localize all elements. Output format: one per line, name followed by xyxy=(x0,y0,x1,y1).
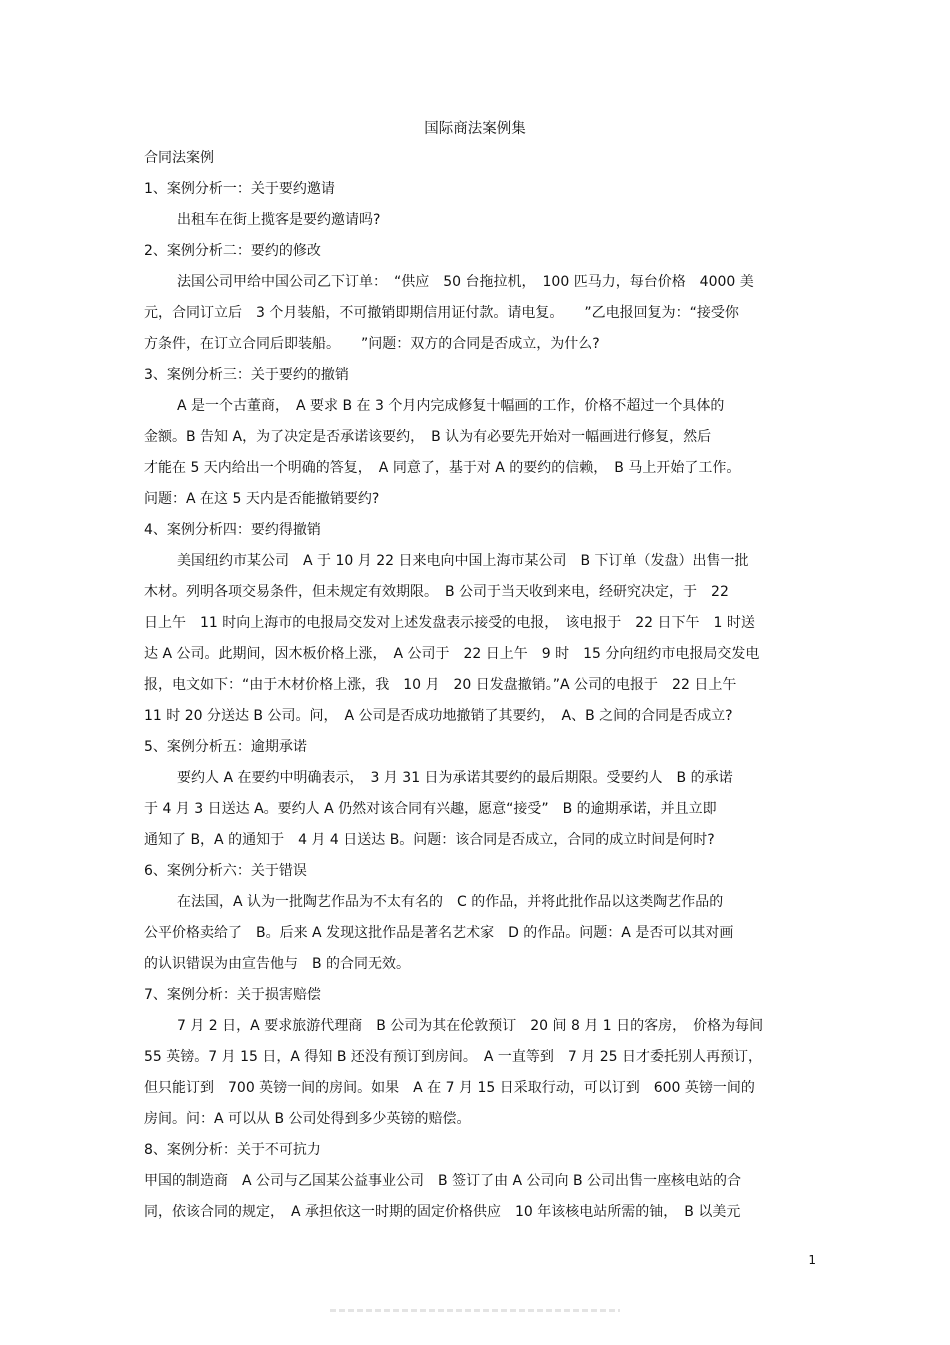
case-4-line: 日上午 11 时向上海市的电报局交发对上述发盘表示接受的电报， 该电报于 22 日下午 1 时送 xyxy=(144,615,755,631)
case-4-line: 报，电文如下：“由于木材价格上涨，我 10 月 20 日发盘撤销。”A 公司的电报于 22 日上午 xyxy=(144,677,737,693)
case-4-heading: 4、案例分析四：要约得撤销 xyxy=(144,522,321,538)
case-4-line: 达 A 公司。此期间，因木板价格上涨， A 公司于 22 日上午 9 时 15 分向纽约市电报局交发电 xyxy=(144,646,760,662)
case-5-heading: 5、案例分析五：逾期承诺 xyxy=(144,739,307,755)
case-2-line: 元，合同订立后 3 个月装船，不可撤销即期信用证付款。请电复。 ”乙电报回复为：“接受你 xyxy=(144,305,739,321)
case-8-heading: 8、案例分析：关于不可抗力 xyxy=(144,1142,321,1158)
case-6-heading: 6、案例分析六：关于错误 xyxy=(144,863,307,879)
case-3-heading: 3、案例分析三：关于要约的撤销 xyxy=(144,367,349,383)
case-4-line: 美国纽约市某公司 A 于 10 月 22 日来电向中国上海市某公司 B 下订单（发盘）出售一批 xyxy=(177,553,749,569)
case-4-line: 木材。列明各项交易条件，但未规定有效期限。 B 公司于当天收到来电，经研究决定，于 22 xyxy=(144,584,729,600)
document-title: 国际商法案例集 xyxy=(424,121,526,137)
case-3-line: 金额。B 告知 A，为了决定是否承诺该要约， B 认为有必要先开始对一幅画进行修复，然后 xyxy=(144,429,712,445)
case-7-line: 55 英镑。7 月 15 日，A 得知 B 还没有预订到房间。 A 一直等到 7 月 25 日才委托别人再预订， xyxy=(144,1049,762,1065)
case-6-line: 的认识错误为由宣告他与 B 的合同无效。 xyxy=(144,956,411,972)
page-number: 1 xyxy=(808,1253,816,1267)
case-2-line: 方条件，在订立合同后即装船。 ”问题：双方的合同是否成立，为什么? xyxy=(144,336,600,352)
case-7-line: 7 月 2 日，A 要求旅游代理商 B 公司为其在伦敦预订 20 间 8 月 1 日的客房， 价格为每间 xyxy=(177,1018,764,1034)
case-6-line: 在法国，A 认为一批陶艺作品为不太有名的 C 的作品，并将此批作品以这类陶艺作品的 xyxy=(177,894,724,910)
case-7-line: 但只能订到 700 英镑一间的房间。如果 A 在 7 月 15 日采取行动，可以订到 600 英镑一间的 xyxy=(144,1080,755,1096)
case-5-line: 通知了 B，A 的通知于 4 月 4 日送达 B。问题：该合同是否成立，合同的成立时间是何时? xyxy=(144,832,715,848)
case-2-heading: 2、案例分析二：要约的修改 xyxy=(144,243,321,259)
case-3-line: A 是一个古董商， A 要求 B 在 3 个月内完成修复十幅画的工作，价格不超过一个具体的 xyxy=(177,398,725,414)
footer-watermark-strip xyxy=(330,1309,620,1312)
case-5-line: 要约人 A 在要约中明确表示， 3 月 31 日为承诺其要约的最后期限。受要约人 B 的承诺 xyxy=(177,770,733,786)
case-8-line: 甲国的制造商 A 公司与乙国某公益事业公司 B 签订了由 A 公司向 B 公司出售一座核电站的合 xyxy=(144,1173,742,1189)
case-1-heading: 1、案例分析一：关于要约邀请 xyxy=(144,181,335,197)
case-3-line: 问题：A 在这 5 天内是否能撤销要约? xyxy=(144,491,380,507)
case-6-line: 公平价格卖给了 B。后来 A 发现这批作品是著名艺术家 D 的作品。问题：A 是否可以其对画 xyxy=(144,925,734,941)
case-3-line: 才能在 5 天内给出一个明确的答复， A 同意了，基于对 A 的要约的信赖， B 马上开始了工作。 xyxy=(144,460,741,476)
case-1-line: 出租车在街上揽客是要约邀请吗? xyxy=(177,212,381,228)
case-4-line: 11 时 20 分送达 B 公司。问， A 公司是否成功地撤销了其要约， A、B 之间的合同是否成立? xyxy=(144,708,733,724)
case-5-line: 于 4 月 3 日送达 A。要约人 A 仍然对该合同有兴趣，愿意“接受” B 的逾期承诺，并且立即 xyxy=(144,801,717,817)
case-8-line: 同，依该合同的规定， A 承担依这一时期的固定价格供应 10 年该核电站所需的铀， B 以美元 xyxy=(144,1204,741,1220)
case-7-line: 房间。问：A 可以从 B 公司处得到多少英镑的赔偿。 xyxy=(144,1111,471,1127)
case-7-heading: 7、案例分析：关于损害赔偿 xyxy=(144,987,321,1003)
document-body xyxy=(144,143,812,1228)
section-heading: 合同法案例 xyxy=(144,150,214,166)
case-2-line: 法国公司甲给中国公司乙下订单： “供应 50 台拖拉机， 100 匹马力，每台价格 4000 美 xyxy=(177,274,754,290)
